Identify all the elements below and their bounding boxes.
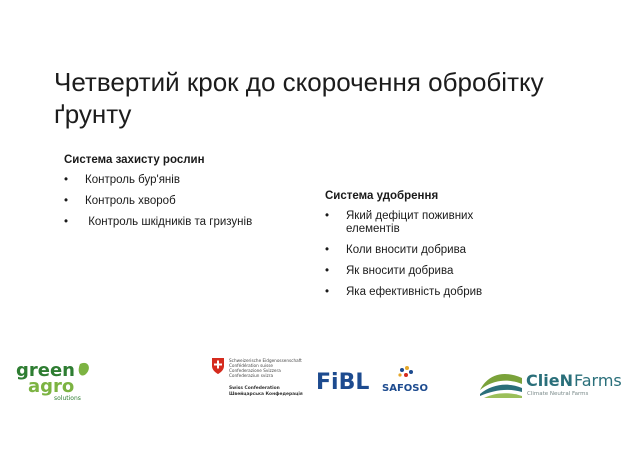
list-item-text: Контроль хвороб <box>85 195 176 207</box>
fertilization-block <box>325 190 515 307</box>
green-agro-tagline: solutions <box>54 395 81 402</box>
clienfarms-tagline: Climate Neutral Farms <box>527 391 589 397</box>
safoso-logo-graphic <box>380 364 432 396</box>
fertilization-list <box>325 210 515 299</box>
field-hills-icon <box>480 374 522 398</box>
list-item <box>325 244 515 257</box>
list-item-text: Контроль шкідників та гризунів <box>85 216 253 228</box>
list-item <box>325 210 515 236</box>
swiss-sub-2: Швейцарська Конфедерація <box>229 392 303 397</box>
safoso-logo <box>380 364 432 396</box>
leaf-icon <box>79 363 89 376</box>
clienfarms-logo <box>478 360 628 402</box>
slide-title: Четвертий крок до скорочення обробітку ґрунту <box>54 67 544 129</box>
bullet: • <box>325 244 330 256</box>
fibl-logo <box>315 366 371 394</box>
plant-protection-list <box>64 174 304 229</box>
bullet: • <box>64 195 69 207</box>
list-item-text: Який дефіцит поживних елементів <box>346 210 474 235</box>
list-item <box>325 286 515 299</box>
swiss-line-2: Confédération suisse <box>229 363 274 368</box>
bullet: • <box>325 265 330 277</box>
fibl-logo-graphic <box>315 366 371 394</box>
list-item <box>64 174 304 187</box>
bullet: • <box>64 216 69 228</box>
list-item <box>325 265 515 278</box>
list-item-text: Як вносити добрива <box>346 265 454 277</box>
safoso-dots-icon <box>398 366 413 377</box>
green-agro-logo-graphic <box>14 358 94 406</box>
swiss-line-3: Confederazione Svizzera <box>229 368 281 373</box>
clienfarms-logo-graphic <box>478 360 628 402</box>
bullet: • <box>325 286 330 298</box>
list-item-text: Яка ефективність добрив <box>346 286 483 298</box>
plant-protection-block <box>64 154 304 237</box>
swiss-line-4: Confederaziun svizra <box>229 373 274 378</box>
swiss-sub-1: Swiss Confederation <box>229 386 280 391</box>
list-item-text: Контроль бур'янів <box>85 174 180 186</box>
clienfarms-name-bold: ClieN <box>526 371 573 390</box>
swiss-logo-graphic <box>210 356 320 406</box>
fertilization-heading: Система удобрення <box>325 190 439 202</box>
list-item <box>64 195 304 208</box>
safoso-wordmark: SAFOSO <box>382 383 428 394</box>
partner-logos <box>0 340 640 420</box>
bullet: • <box>64 174 69 186</box>
fibl-wordmark: FiBL <box>316 370 370 394</box>
swiss-line-1: Schweizerische Eidgenossenschaft <box>229 358 302 363</box>
swiss-confederation-logo <box>210 356 320 406</box>
green-agro-logo <box>14 358 94 406</box>
list-item-text: Коли вносити добрива <box>346 244 466 256</box>
green-agro-word-green: green <box>16 360 75 381</box>
list-item <box>64 216 304 229</box>
plant-protection-heading: Система захисту рослин <box>64 154 205 166</box>
green-agro-word-agro: agro <box>28 376 75 397</box>
bullet: • <box>325 210 330 222</box>
clienfarms-name-light: Farms <box>574 371 622 390</box>
